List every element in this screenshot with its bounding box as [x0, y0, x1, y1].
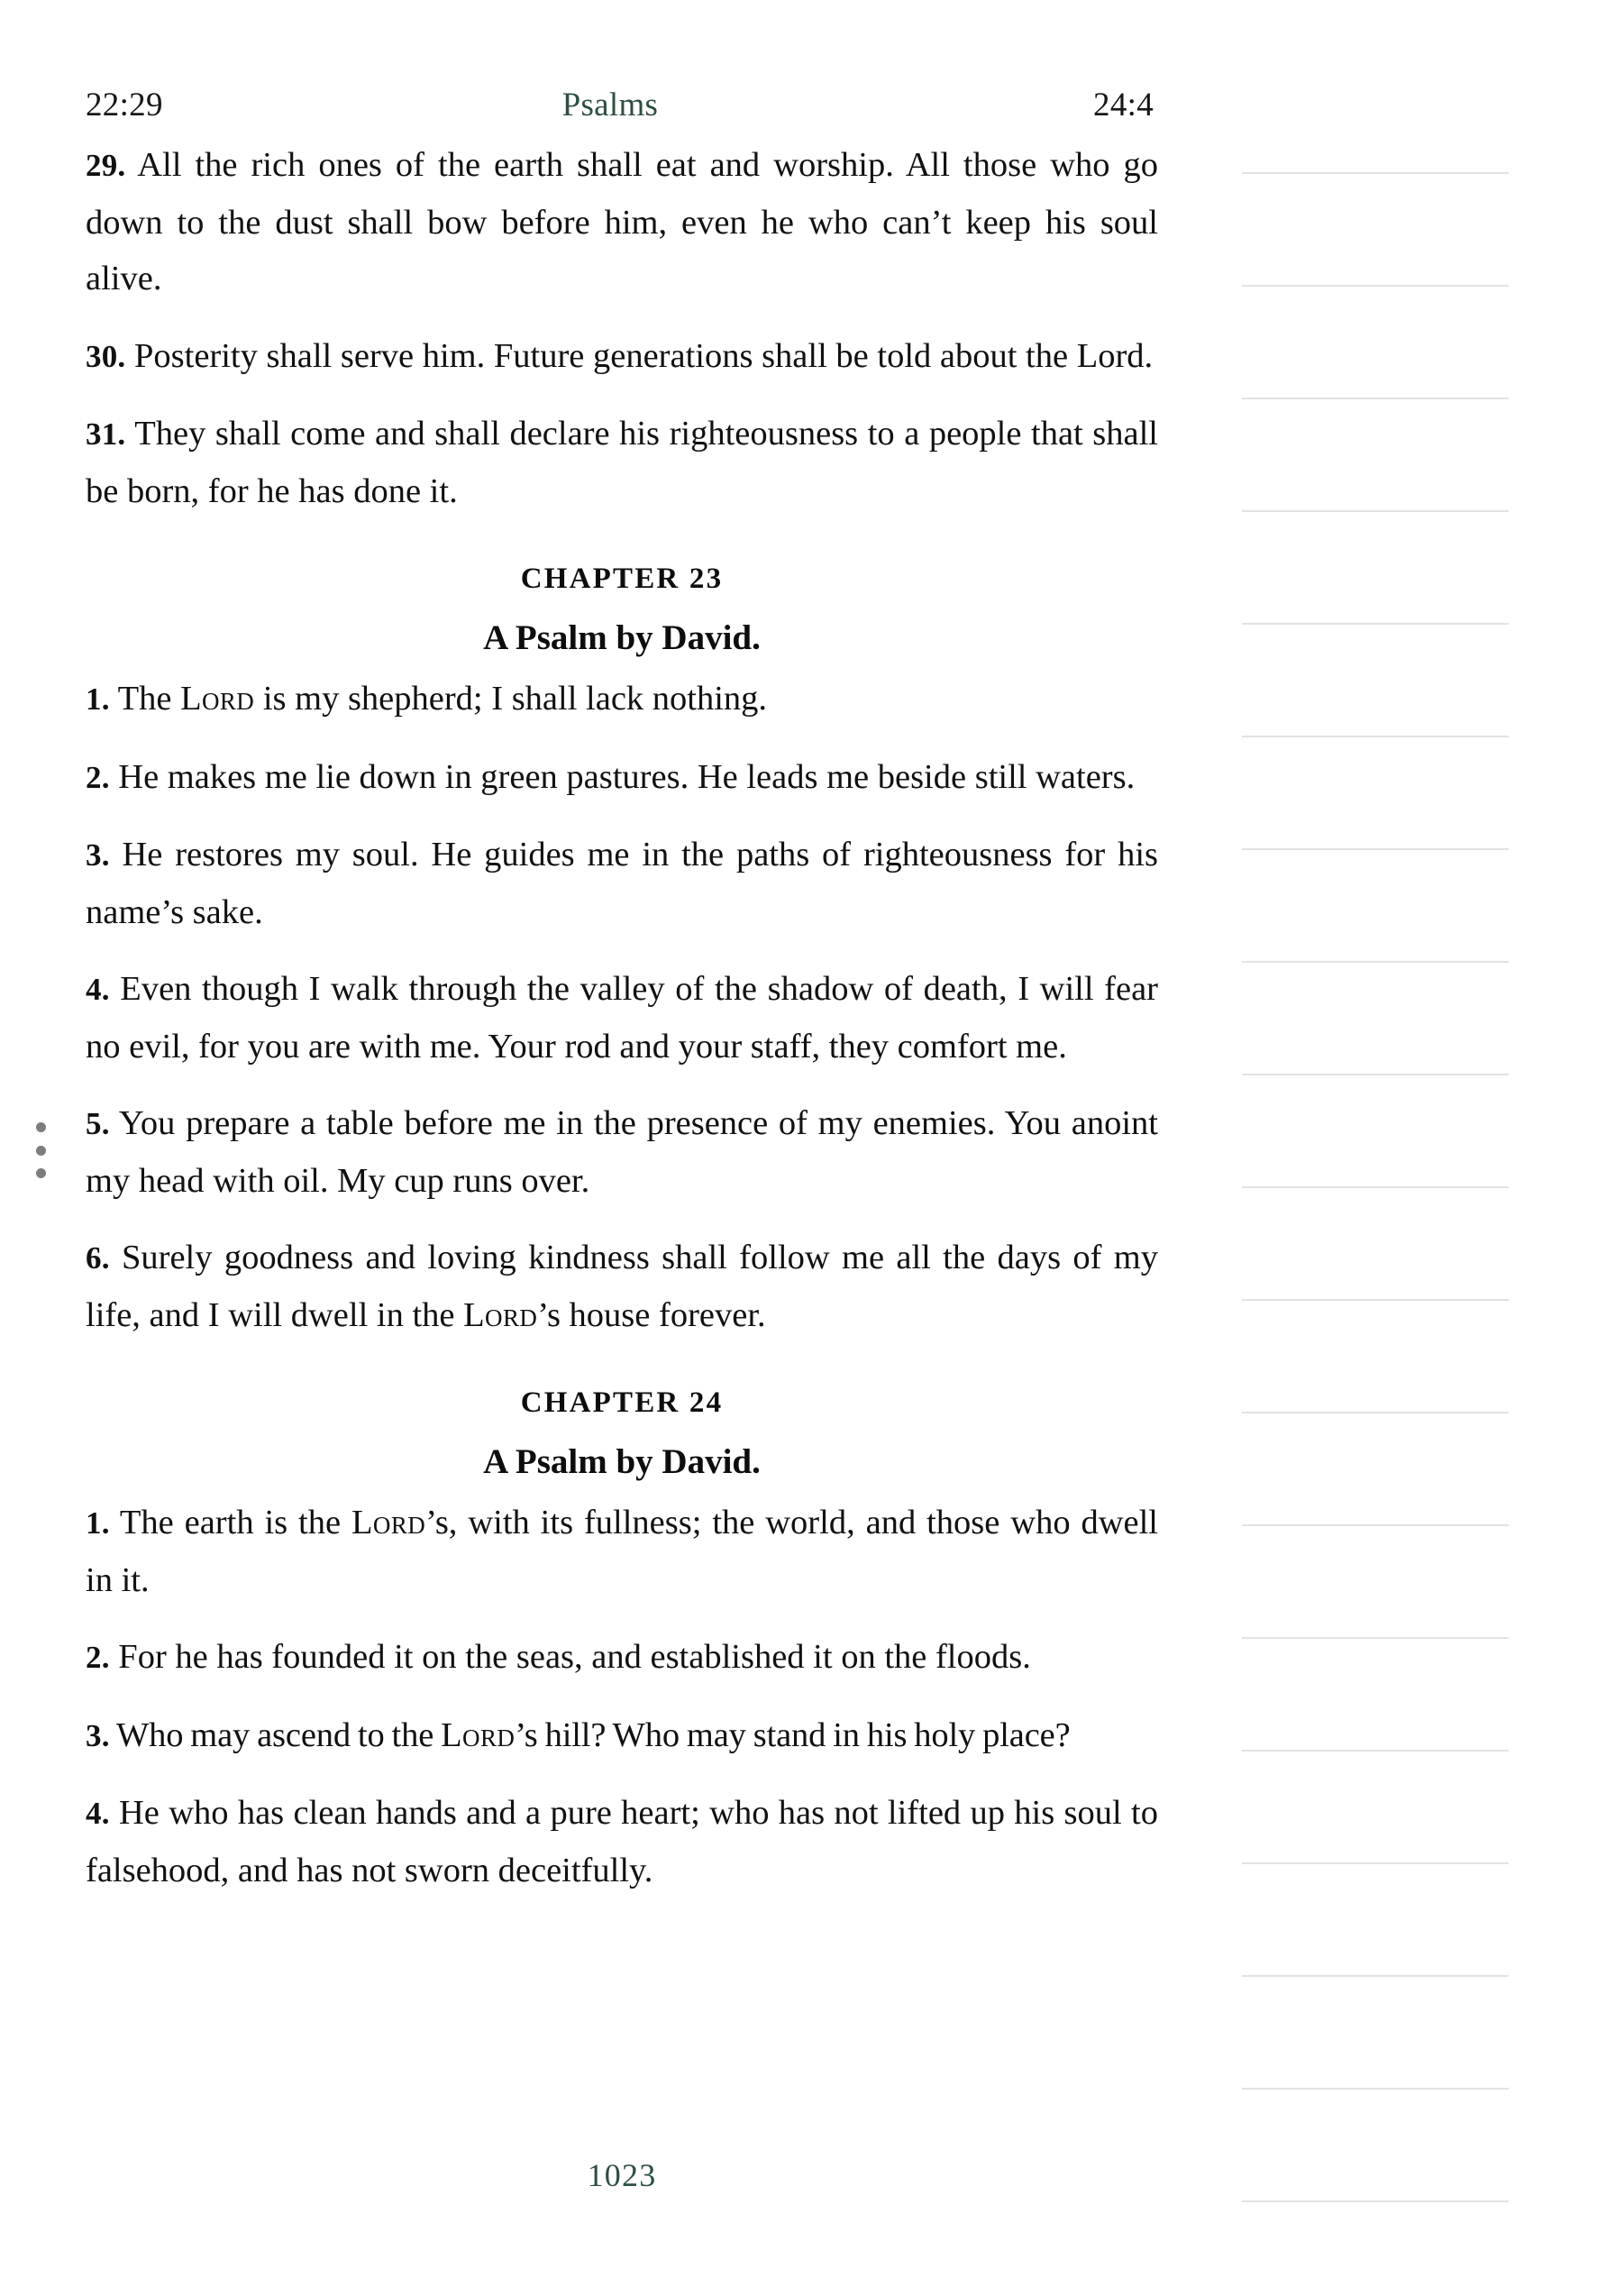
note-rule-line: [1242, 848, 1509, 850]
verse-paragraph[interactable]: [86, 1785, 1158, 1898]
verse-number: 31.: [86, 416, 126, 452]
verse-paragraph[interactable]: [86, 1230, 1158, 1343]
note-rule-line: [1242, 1186, 1509, 1188]
vertical-dots-icon[interactable]: [34, 1122, 47, 1178]
note-rule-line: [1242, 1637, 1509, 1639]
verse-paragraph[interactable]: [86, 749, 1158, 807]
note-rule-line: [1242, 510, 1509, 512]
divine-name-smallcaps: Lord: [463, 1295, 538, 1334]
note-rule-line: [1242, 398, 1509, 399]
chapter-heading-24: CHAPTER 24: [520, 1386, 724, 1419]
verse-text: They shall come and shall declare his righteousness to a people that shall be born, for he has done it.: [86, 415, 1159, 510]
page-number: 1023: [587, 2157, 657, 2193]
verse-number: 2.: [86, 1640, 110, 1675]
verse-text-post: is my shepherd; I shall lack nothing.: [254, 680, 768, 718]
note-rule-line: [1242, 172, 1509, 174]
running-head: [86, 88, 1154, 132]
dot-2: [36, 1146, 46, 1156]
verse-number: 1.: [86, 681, 110, 717]
divine-name-smallcaps: Lord: [441, 1715, 516, 1754]
note-margin-rules[interactable]: [1242, 0, 1509, 2296]
verse-paragraph[interactable]: [86, 137, 1158, 307]
verse-number: 4.: [86, 972, 110, 1007]
verse-text-pre: For he has founded it on the seas, and established it on the floods.: [118, 1638, 1031, 1676]
verse-text-pre: Surely goodness and loving kindness shall follow me all the days of my life, and I will dwell in the: [86, 1239, 1159, 1334]
running-head-book-title: Psalms: [561, 87, 659, 123]
verse-text-pre: He who has clean hands and a pure heart; who has not lifted up his soul to falsehood, and has not sworn deceitfully.: [86, 1794, 1158, 1889]
dot-1: [36, 1122, 46, 1132]
note-rule-line: [1242, 1750, 1509, 1752]
verse-paragraph[interactable]: [86, 406, 1158, 519]
verse-text: Posterity shall serve him. Future generations shall be told about the Lord.: [133, 336, 1154, 375]
verse-number: 3.: [86, 837, 110, 873]
note-rule-line: [1242, 1975, 1509, 1977]
dot-3: [36, 1168, 46, 1178]
chapter-heading-23: CHAPTER 23: [520, 563, 724, 595]
verse-paragraph[interactable]: [86, 1629, 1158, 1687]
verse-text-pre: The: [117, 680, 181, 718]
running-head-start-ref: 22:29: [86, 87, 163, 123]
verse-paragraph[interactable]: [86, 961, 1158, 1075]
verse-text-pre: The earth is the: [119, 1504, 351, 1541]
verse-number: 4.: [86, 1796, 110, 1831]
note-rule-line: [1242, 736, 1509, 737]
note-rule-line: [1242, 1862, 1509, 1864]
verse-text-pre: He makes me lie down in green pastures. He leads me beside still waters.: [118, 757, 1136, 796]
note-rule-line: [1242, 1412, 1509, 1413]
verse-text-pre: Who may ascend to the: [115, 1715, 442, 1754]
verse-number: 1.: [86, 1505, 110, 1541]
note-rule-line: [1242, 623, 1509, 625]
verse-number: 3.: [86, 1717, 110, 1753]
note-rule-line: [1242, 1074, 1509, 1075]
note-rule-line: [1242, 961, 1509, 963]
verse-text-pre: Even though I walk through the valley of the shadow of death, I will fear no evil, for you are with me. Your rod and your staff, they comfort me.: [86, 970, 1159, 1066]
verse-text-pre: He restores my soul. He guides me in the paths of righteousness for his name’s sake.: [86, 836, 1159, 931]
verse-text-post: ’s house forever.: [537, 1295, 766, 1334]
verse-text-post: ’s, with its fullness; the world, and those who dwell in it.: [86, 1504, 1159, 1599]
note-rule-line: [1242, 285, 1509, 287]
verse-paragraph[interactable]: [86, 671, 1158, 728]
verse-number: 30.: [86, 338, 126, 374]
psalm-title-23: A Psalm by David.: [483, 618, 761, 657]
verse-number: 5.: [86, 1106, 110, 1141]
note-rule-line: [1242, 1524, 1509, 1526]
verse-number: 29.: [86, 148, 126, 183]
divine-name-smallcaps: Lord: [351, 1504, 426, 1541]
scripture-text-column: [86, 137, 1158, 1898]
note-rule-line: [1242, 1299, 1509, 1301]
verse-paragraph[interactable]: [86, 827, 1158, 940]
verse-number: 6.: [86, 1240, 110, 1276]
verse-number: 2.: [86, 759, 110, 795]
verse-paragraph[interactable]: [86, 1495, 1158, 1608]
note-rule-line: [1242, 2200, 1509, 2202]
verse-text-post: ’s hill? Who may stand in his holy place?: [515, 1715, 1071, 1754]
note-rule-line: [1242, 2088, 1509, 2090]
psalm-title-24: A Psalm by David.: [483, 1442, 761, 1481]
running-head-end-ref: 24:4: [1093, 87, 1154, 123]
verse-paragraph[interactable]: [86, 328, 1158, 386]
verse-paragraph[interactable]: [86, 1707, 1158, 1765]
divine-name-smallcaps: Lord: [180, 680, 255, 718]
verse-paragraph[interactable]: [86, 1095, 1158, 1209]
verse-text-pre: You prepare a table before me in the presence of my enemies. You anoint my head with oil. My cup runs over.: [86, 1104, 1158, 1200]
verse-text: All the rich ones of the earth shall eat and worship. All those who go down to the dust shall bow before him, even he who can’t keep his soul alive.: [86, 146, 1158, 297]
